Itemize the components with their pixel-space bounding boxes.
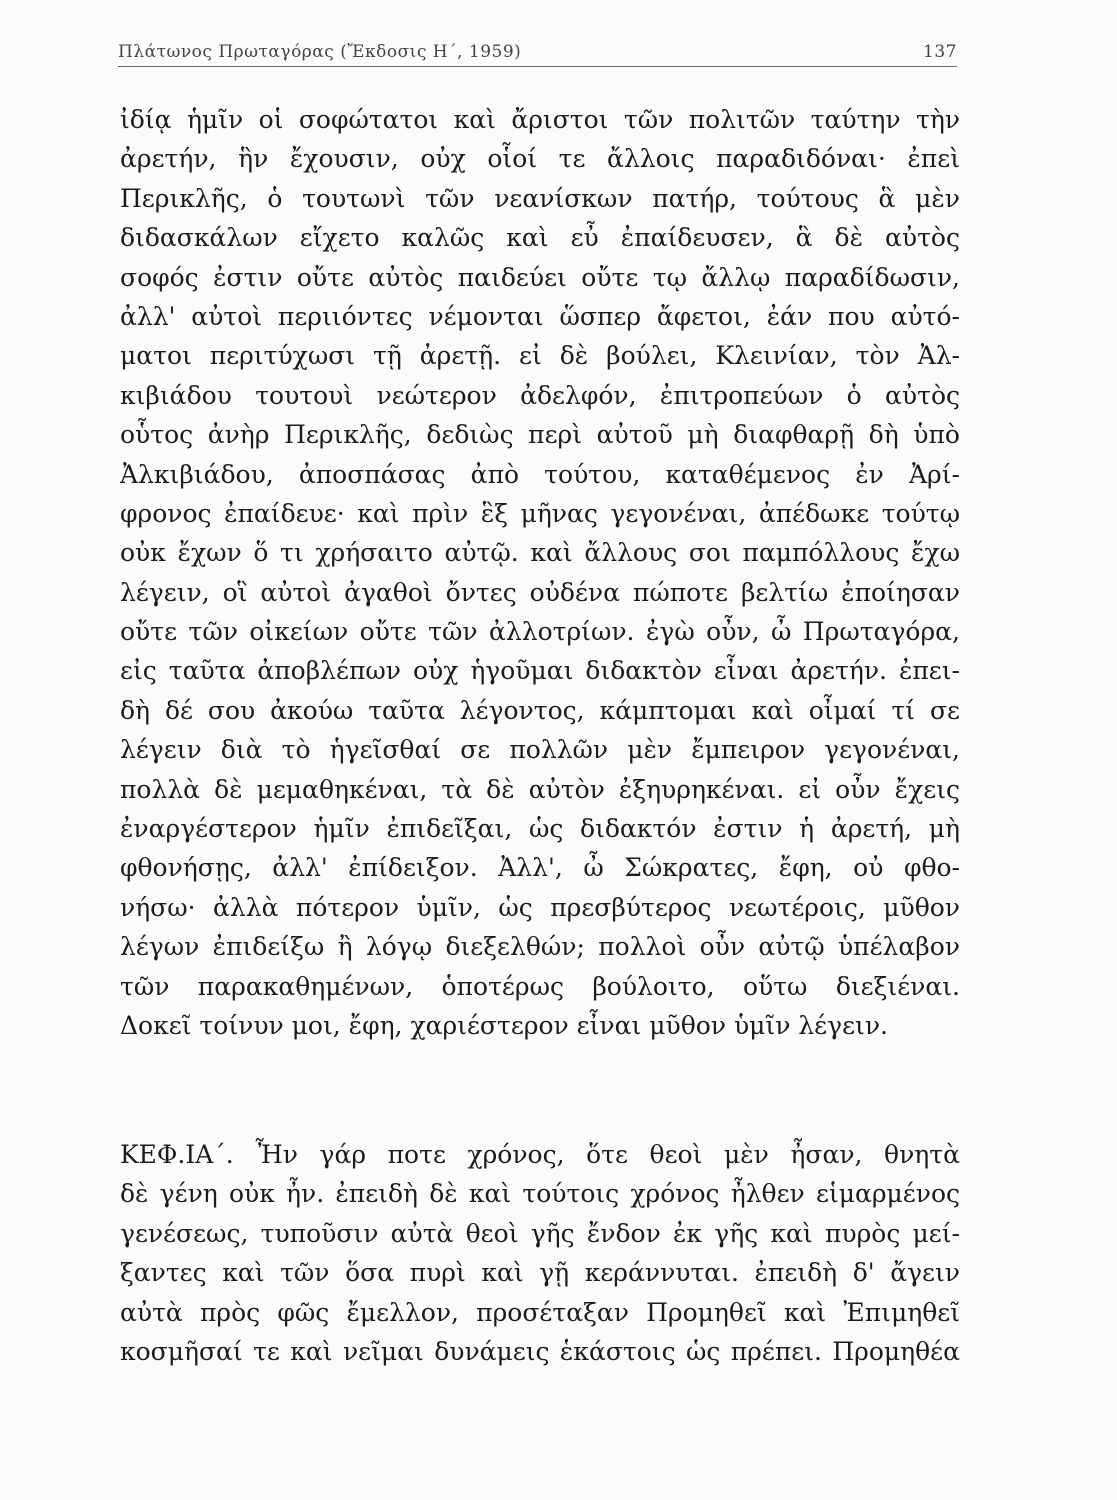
paragraph-chapter-11 [120, 1135, 960, 1371]
page-number: 137 [923, 42, 957, 62]
text-line: λέγειν, οἳ αὐτοὶ ἀγαθοὶ ὄντες οὐδένα πώποτε βελτίω ἐποίησαν [120, 577, 960, 607]
text-line: σοφός ἐστιν οὔτε αὐτὸς παιδεύει οὔτε τῳ ἄλλῳ παραδίδωσιν, [120, 262, 960, 292]
text-line: λέγειν διὰ τὸ ἡγεῖσθαί σε πολλῶν μὲν ἔμπειρον γεγονέναι, [120, 735, 960, 765]
text-line: ματοι περιτύχωσι τῇ ἀρετῇ. εἰ δὲ βούλει, Κλεινίαν, τὸν Ἀλ- [120, 341, 960, 371]
text-line: Ἀλκιβιάδου, ἀποσπάσας ἀπὸ τούτου, καταθέμενος ἐν Ἀρί- [120, 459, 960, 489]
text-line: κιβιάδου τουτουὶ νεώτερον ἀδελφόν, ἐπιτροπεύων ὁ αὐτὸς [120, 380, 960, 410]
text-line: δὴ δέ σου ἀκούω ταῦτα λέγοντος, κάμπτομαι καὶ οἶμαί τί σε [120, 695, 960, 725]
text-line: δὲ γένη οὐκ ἦν. ἐπειδὴ δὲ καὶ τούτοις χρόνος ἦλθεν εἱμαρμένος [120, 1179, 960, 1209]
text-line: Δοκεῖ τοίνυν μοι, ἔφη, χαριέστερον εἶναι μῦθον ὑμῖν λέγειν. [120, 1010, 888, 1040]
running-title: Πλάτωνος Πρωταγόρας (Ἔκδοσις Η΄, 1959) [118, 42, 522, 62]
text-line: Περικλῆς, ὁ τουτωνὶ τῶν νεανίσκων πατήρ, τούτους ἃ μὲν [120, 183, 960, 213]
text-line: ἀρετήν, ἣν ἔχουσιν, οὐχ οἷοί τε ἄλλοις παραδιδόναι· ἐπεὶ [120, 144, 960, 174]
text-line: αὐτὰ πρὸς φῶς ἔμελλον, προσέταξαν Προμηθεῖ καὶ Ἐπιμηθεῖ [120, 1297, 960, 1327]
text-line: οὔτε τῶν οἰκείων οὔτε τῶν ἀλλοτρίων. ἐγὼ οὖν, ὦ Πρωταγόρα, [120, 617, 960, 647]
text-line: εἰς ταῦτα ἀποβλέπων οὐχ ἡγοῦμαι διδακτὸν εἶναι ἀρετήν. ἐπει- [120, 656, 960, 686]
text-line: τῶν παρακαθημένων, ὁποτέρως βούλοιτο, οὕτω διεξιέναι. [120, 971, 960, 1001]
text-line: ἀλλ' αὐτοὶ περιιόντες νέμονται ὥσπερ ἄφετοι, ἐάν που αὐτό- [120, 301, 960, 331]
text-line: ἰδίᾳ ἡμῖν οἱ σοφώτατοι καὶ ἄριστοι τῶν πολιτῶν ταύτην τὴν [120, 105, 960, 134]
text-line: φρονος ἐπαίδευε· καὶ πρὶν ἓξ μῆνας γεγονέναι, ἀπέδωκε τούτῳ [120, 498, 960, 528]
running-header [118, 32, 957, 67]
paragraph-dialogue [120, 100, 960, 1045]
text-line: νήσω· ἀλλὰ πότερον ὑμῖν, ὡς πρεσβύτερος νεωτέροις, μῦθον [120, 892, 960, 922]
chapter-opening-line: ΚΕΦ.ΙΑ΄. Ἦν γάρ ποτε χρόνος, ὅτε θεοὶ μὲν ἦσαν, θνητὰ [120, 1140, 960, 1169]
text-line: οὐκ ἔχων ὅ τι χρήσαιτο αὐτῷ. καὶ ἄλλους σοι παμπόλλους ἔχω [120, 538, 960, 568]
text-line: πολλὰ δὲ μεμαθηκέναι, τὰ δὲ αὐτὸν ἐξηυρηκέναι. εἰ οὖν ἔχεις [120, 774, 960, 804]
text-line: φθονήσῃς, ἀλλ' ἐπίδειξον. Ἀλλ', ὦ Σώκρατες, ἔφη, οὐ φθο- [120, 853, 960, 883]
text-line: ξαντες καὶ τῶν ὅσα πυρὶ καὶ γῇ κεράννυται. ἐπειδὴ δ' ἄγειν [120, 1258, 960, 1288]
text-line: οὗτος ἀνὴρ Περικλῆς, δεδιὼς περὶ αὐτοῦ μὴ διαφθαρῇ δὴ ὑπὸ [120, 420, 960, 450]
text-line: γενέσεως, τυποῦσιν αὐτὰ θεοὶ γῆς ἔνδον ἐκ γῆς καὶ πυρὸς μεί- [120, 1218, 960, 1248]
text-line: ἐναργέστερον ἡμῖν ἐπιδεῖξαι, ὡς διδακτόν ἐστιν ἡ ἀρετή, μὴ [120, 814, 960, 844]
text-line: κοσμῆσαί τε καὶ νεῖμαι δυνάμεις ἑκάστοις ὡς πρέπει. Προμηθέα [120, 1336, 960, 1366]
text-line: διδασκάλων εἴχετο καλῶς καὶ εὖ ἐπαίδευσεν, ἃ δὲ αὐτὸς [120, 223, 960, 253]
text-line: λέγων ἐπιδείξω ἢ λόγῳ διεξελθών; πολλοὶ οὖν αὐτῷ ὑπέλαβον [120, 932, 960, 962]
